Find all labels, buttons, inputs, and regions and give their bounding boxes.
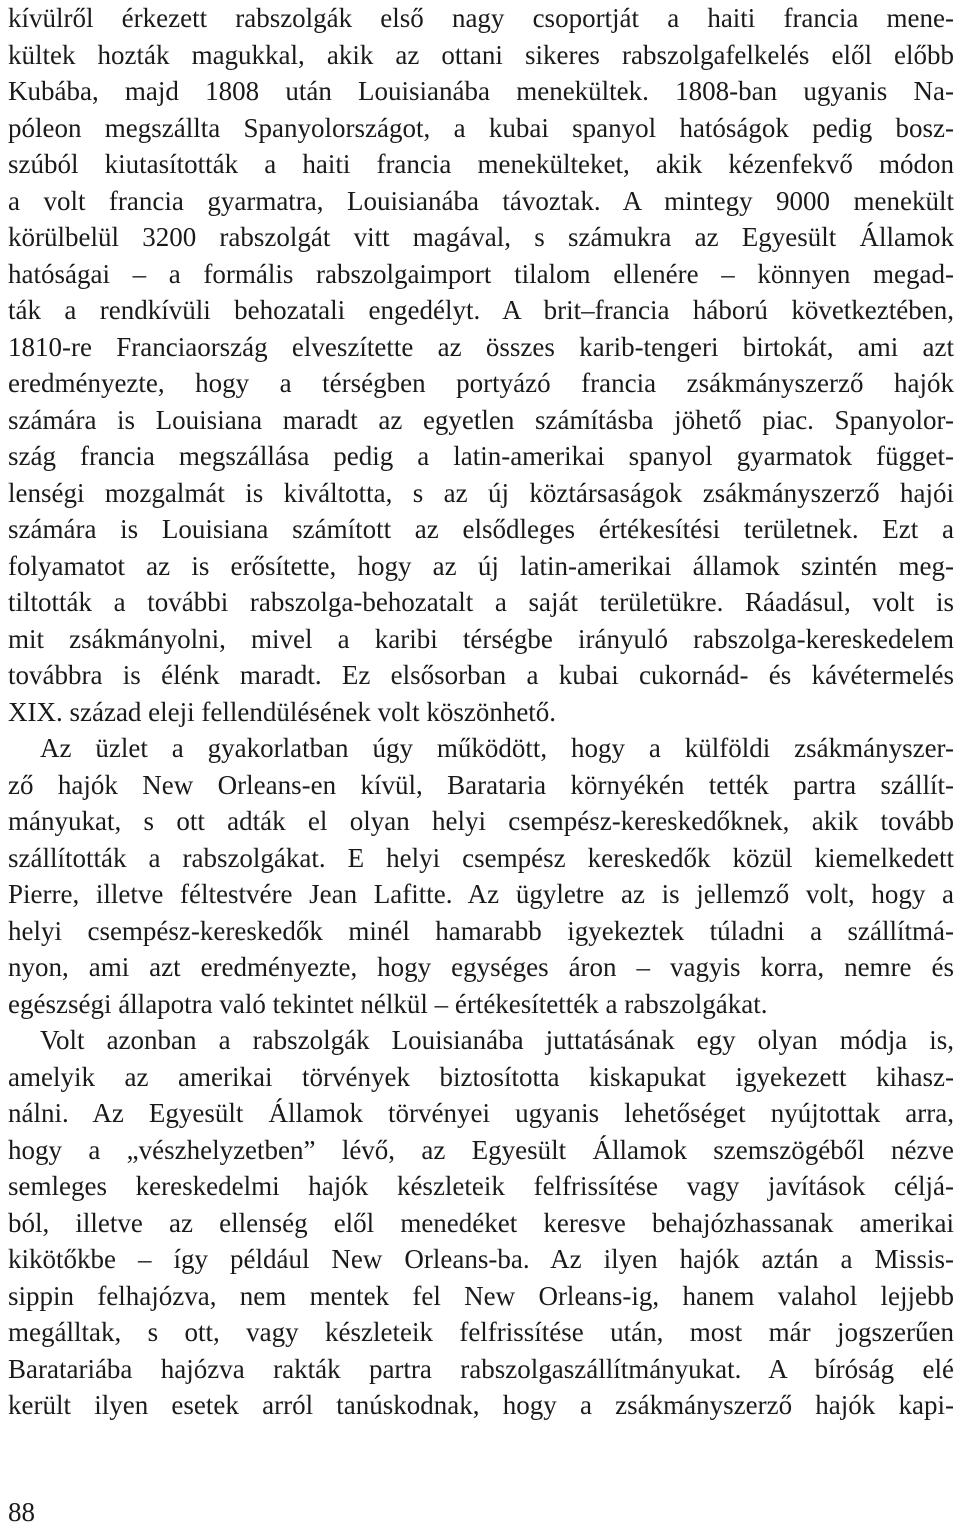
text-line: kültek hozták magukkal, akik az ottani sikeres rabszolgafelkelés elől előbb [8, 39, 954, 70]
text-line: megálltak, s ott, vagy készleteik felfrissítése után, most már jogszerűen [8, 1317, 954, 1347]
text-line: ból, illetve az ellenség elől menedéket keresve behajózhassanak amerikai [8, 1207, 954, 1238]
page-number: 88 [8, 1497, 35, 1527]
text-line: a volt francia gyarmatra, Louisianába távoztak. A mintegy 9000 menekült [8, 185, 954, 216]
text-line: lenségi mozgalmát is kiváltotta, s az új köztársaságok zsákmányszerző hajói [8, 477, 954, 508]
text-line: Az üzlet a gyakorlatban úgy működött, hogy a külföldi zsákmányszer- [40, 733, 954, 763]
text-line: Pierre, illetve féltestvére Jean Lafitte. Az ügyletre az is jellemző volt, hogy a [8, 879, 954, 909]
text-line: továbbra is élénk maradt. Ez elsősorban a kubai cukornád- és kávétermelés [8, 660, 954, 690]
text-line: folyamatot az is erősítette, hogy az új latin-amerikai államok szintén meg- [8, 550, 954, 581]
text-line: amelyik az amerikai törvények biztosította kiskapukat igyekezett kihasz- [8, 1061, 954, 1092]
text-line: ták a rendkívüli behozatali engedélyt. A brit–francia háború következtében, [8, 295, 954, 325]
text-line: számára is Louisiana számított az elsődleges értékesítési területnek. Ezt a [8, 514, 954, 544]
text-line: szállították a rabszolgákat. E helyi csempész kereskedők közül kiemelkedett [8, 842, 954, 873]
text-line: eredményezte, hogy a térségben portyázó francia zsákmányszerző hajók [8, 368, 954, 398]
text-line: póleon megszállta Spanyolországot, a kubai spanyol hatóságok pedig bosz- [8, 112, 954, 143]
text-line: került ilyen esetek arról tanúskodnak, hogy a zsákmányszerző hajók kapi- [8, 1390, 954, 1420]
text-line: hatóságai – a formális rabszolgaimport tilalom ellenére – könnyen megad- [8, 258, 954, 289]
text-line: egészségi állapotra való tekintet nélkül – értékesítették a rabszolgákat. [8, 988, 768, 1019]
text-line: Kubába, majd 1808 után Louisianába menekültek. 1808-ban ugyanis Na- [8, 76, 954, 106]
text-line: szág francia megszállása pedig a latin-amerikai spanyol gyarmatok függet- [8, 441, 954, 471]
text-line: XIX. század eleji fellendülésének volt köszönhető. [8, 696, 557, 727]
page-text [8, 0, 954, 1424]
text-line: 1810-re Franciaország elveszítette az összes karib-tengeri birtokát, ami azt [8, 331, 954, 362]
text-line: szúból kiutasították a haiti francia menekülteket, akik kézenfekvő módon [8, 149, 954, 179]
text-line: kívülről érkezett rabszolgák első nagy csoportját a haiti francia mene- [8, 3, 954, 33]
text-line: mit zsákmányolni, mivel a karibi térségbe irányuló rabszolga-kereskedelem [8, 623, 954, 654]
text-line: semleges kereskedelmi hajók készleteik felfrissítése vagy javítások céljá- [8, 1171, 954, 1201]
text-line: kikötőkbe – így például New Orleans-ba. Az ilyen hajók aztán a Missis- [8, 1244, 954, 1274]
text-line: Volt azonban a rabszolgák Louisianába juttatásának egy olyan módja is, [40, 1025, 954, 1055]
text-line: Baratariába hajózva rakták partra rabszolgaszállítmányukat. A bíróság elé [8, 1353, 954, 1384]
text-line: számára is Louisiana maradt az egyetlen számításba jöhető piac. Spanyolor- [8, 404, 954, 435]
text-line: hogy a „vészhelyzetben” lévő, az Egyesült Államok szemszögéből nézve [8, 1134, 954, 1165]
text-line: mányukat, s ott adták el olyan helyi csempész-kereskedőknek, akik tovább [8, 806, 954, 836]
text-line: körülbelül 3200 rabszolgát vitt magával, s számukra az Egyesült Államok [8, 222, 954, 252]
text-line: helyi csempész-kereskedők minél hamarabb igyekeztek túladni a szállítmá- [8, 915, 954, 946]
text-line: ző hajók New Orleans-en kívül, Barataria környékén tették partra szállít- [8, 769, 954, 800]
text-line: tiltották a további rabszolga-behozatalt a saját területükre. Ráadásul, volt is [8, 587, 954, 617]
text-line: nálni. Az Egyesült Államok törvényei ugyanis lehetőséget nyújtottak arra, [8, 1098, 954, 1128]
text-line: nyon, ami azt eredményezte, hogy egységes áron – vagyis korra, nemre és [8, 952, 954, 982]
text-line: sippin felhajózva, nem mentek fel New Orleans-ig, hanem valahol lejjebb [8, 1280, 954, 1311]
